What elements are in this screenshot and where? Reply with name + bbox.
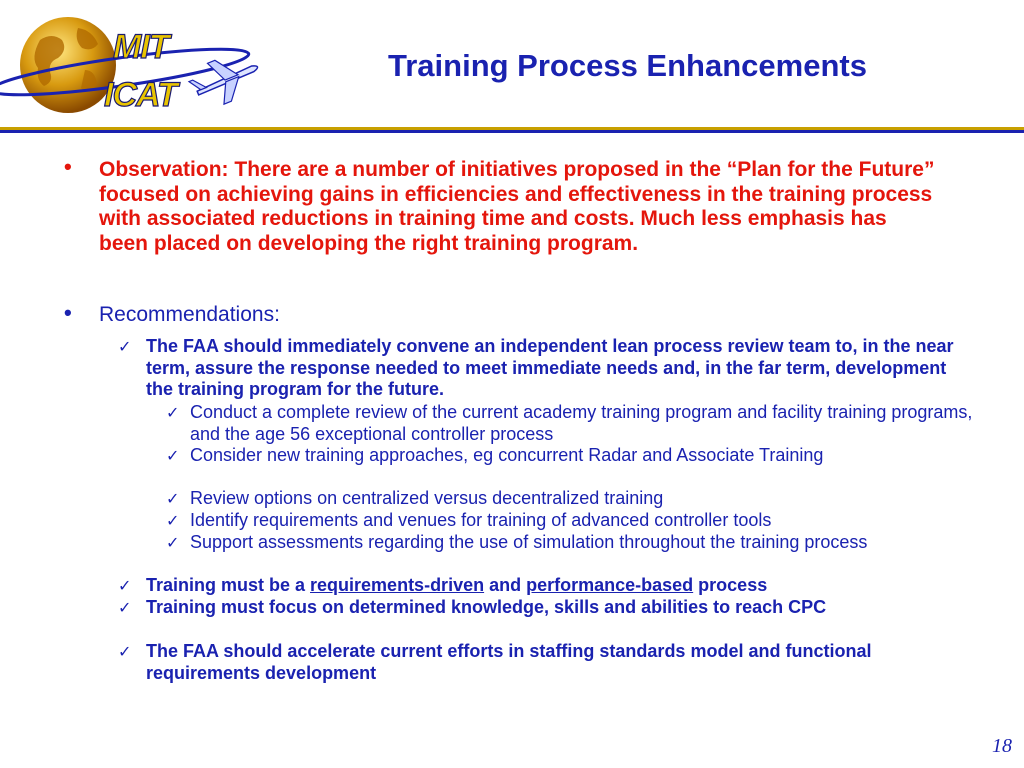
sub-recommendation-item: Conduct a complete review of the current academy training program and facility training programs, and the age 56 exceptional controller process: [190, 402, 973, 444]
recommendation-item: The FAA should immediately convene an independent lean process review team to, in the near term, assure the response needed to meet immediate needs and, in the far term, development the training program for the future.: [146, 336, 954, 399]
checkmark-icon: ✓: [166, 513, 180, 530]
checkmark-icon: ✓: [166, 405, 180, 422]
page-number: 18: [992, 735, 1012, 757]
sub-recommendation-item: Review options on centralized versus decentralized training: [190, 488, 664, 508]
bullet-dot: •: [64, 300, 72, 325]
mit-icat-logo: [0, 0, 300, 125]
checkmark-icon: ✓: [166, 448, 180, 465]
recommendation-item: The FAA should accelerate current efforts in staffing standards model and functional requirements development: [146, 641, 872, 683]
checkmark-icon: ✓: [118, 578, 132, 595]
slide-title: Training Process Enhancements: [388, 48, 867, 83]
bullet-dot: •: [64, 154, 72, 179]
checkmark-icon: ✓: [118, 644, 132, 661]
sub-recommendation-item: Identify requirements and venues for training of advanced controller tools: [190, 510, 772, 530]
recommendation-item: [146, 575, 966, 597]
text-fragment: and: [484, 575, 527, 595]
text-fragment: Training must be a: [146, 575, 311, 595]
underlined-term: performance-based: [526, 575, 694, 595]
logo-icat: ICAT: [104, 76, 177, 114]
checkmark-icon: ✓: [118, 600, 132, 617]
recommendations-label: Recommendations:: [99, 303, 280, 326]
underlined-term: requirements-driven: [310, 575, 485, 595]
recommendation-item: Training must focus on determined knowledge, skills and abilities to reach CPC: [146, 597, 827, 617]
observation-text: Observation: There are a number of initiatives proposed in the “Plan for the Future” focused on achieving gains in efficiencies and effectiveness in the training process with associated reductions in training time and costs. Much less emphasis has been placed on developing the right training program.: [99, 158, 935, 255]
sub-recommendation-item: Support assessments regarding the use of simulation throughout the training process: [190, 532, 868, 552]
checkmark-icon: ✓: [166, 535, 180, 552]
text-fragment: process: [693, 575, 768, 595]
header-divider: [0, 127, 1024, 133]
logo-mit: MIT: [113, 28, 169, 66]
sub-recommendation-item: Consider new training approaches, eg concurrent Radar and Associate Training: [190, 445, 824, 465]
checkmark-icon: ✓: [166, 491, 180, 508]
checkmark-icon: ✓: [118, 339, 132, 356]
